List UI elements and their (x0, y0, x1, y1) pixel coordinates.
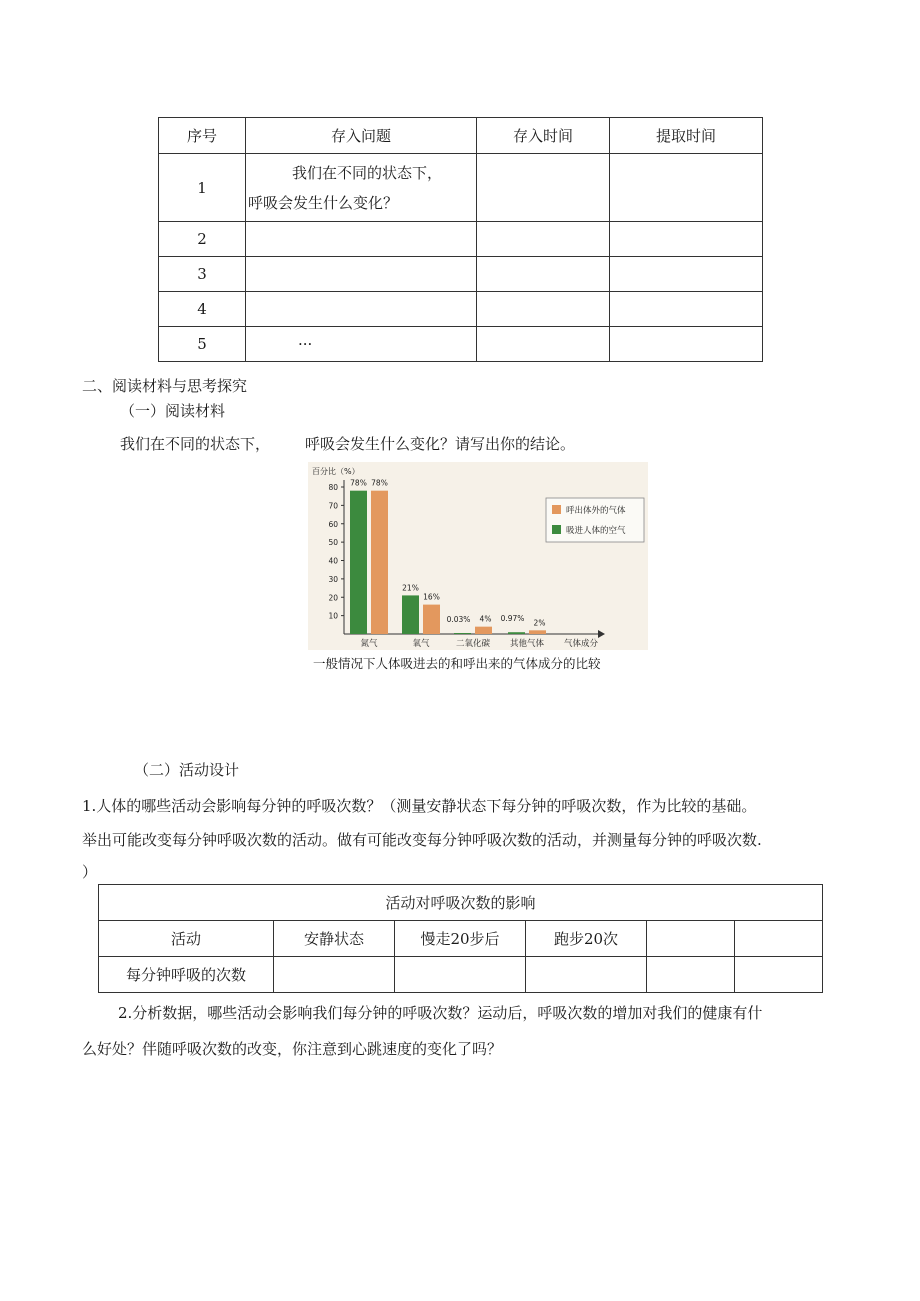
row-number: 3 (159, 257, 246, 292)
data-label: 2% (533, 618, 546, 628)
table-row (99, 957, 823, 993)
row-number: 2 (159, 222, 246, 257)
table-header-row (159, 118, 763, 154)
y-tick-label: 60 (328, 519, 338, 529)
category-label: 氧气 (412, 639, 430, 649)
subsection-heading: （二）活动设计 (134, 761, 240, 779)
row-number: 4 (159, 292, 246, 327)
row-number: 5 (159, 327, 246, 362)
x-axis-label: 气体成分 (564, 639, 599, 649)
question-2-line: 么好处？伴随呼吸次数的改变，你注意到心跳速度的变化了吗？ (82, 1040, 503, 1058)
legend-label-inhaled: 吸进人体的空气 (566, 526, 626, 536)
question-1-line: 举出可能改变每分钟呼吸次数的活动。做有可能改变每分钟呼吸次数的活动，并测量每分钟的呼吸次数. (82, 831, 762, 849)
header-question: 存入问题 (246, 118, 477, 154)
chart-caption: 一般情况下人体吸进去的和呼出来的气体成分的比较 (313, 656, 601, 671)
data-label: 78% (371, 478, 388, 488)
y-tick-label: 20 (328, 593, 338, 603)
table-row (159, 257, 763, 292)
y-tick-label: 40 (328, 556, 338, 566)
question-cell[interactable] (246, 257, 477, 292)
question-table (158, 117, 763, 362)
value-cell[interactable] (274, 957, 395, 993)
bar (529, 630, 546, 634)
question-cell[interactable]: ··· (246, 327, 477, 362)
value-cell[interactable] (735, 957, 823, 993)
bar (402, 595, 419, 634)
category-label: 二氧化碳 (455, 639, 491, 649)
value-cell[interactable] (647, 957, 735, 993)
table-row (159, 154, 763, 222)
data-label: 4% (479, 614, 492, 624)
data-label: 0.97% (500, 614, 525, 624)
data-label: 21% (402, 583, 419, 593)
header-retrieve-time: 提取时间 (610, 118, 763, 154)
legend-label-exhaled: 呼出体外的气体 (566, 506, 626, 516)
question-1-line: 1.人体的哪些活动会影响每分钟的呼吸次数？（测量安静状态下每分钟的呼吸次数，作为比较的基础。 (82, 797, 757, 815)
category-label: 氮气 (360, 639, 378, 649)
chart-svg (308, 462, 648, 650)
table-header-row (99, 921, 823, 957)
header-store-time: 存入时间 (477, 118, 610, 154)
row-number: 1 (159, 154, 246, 222)
y-axis-label: 百分比（%） (312, 467, 360, 476)
header-number: 序号 (159, 118, 246, 154)
category-label: 其他气体 (509, 639, 545, 649)
value-cell[interactable] (526, 957, 647, 993)
data-label: 16% (423, 592, 440, 602)
table-row (159, 327, 763, 362)
intro-text-a: 我们在不同的状态下， (120, 435, 271, 453)
header-run: 跑步20次 (526, 921, 647, 957)
header-blank[interactable] (647, 921, 735, 957)
store-time-cell[interactable] (477, 154, 610, 222)
y-tick-label: 50 (328, 538, 338, 548)
retrieve-time-cell[interactable] (610, 222, 763, 257)
question-cell (246, 154, 477, 222)
retrieve-time-cell[interactable] (610, 327, 763, 362)
bar (371, 491, 388, 634)
retrieve-time-cell[interactable] (610, 154, 763, 222)
retrieve-time-cell[interactable] (610, 292, 763, 327)
bar (423, 605, 440, 634)
legend-swatch-exhaled (552, 505, 561, 514)
value-cell[interactable] (395, 957, 526, 993)
table-row (159, 222, 763, 257)
table-title-row (99, 885, 823, 921)
question-line: 呼吸会发生什么变化？ (248, 193, 399, 212)
data-label: 78% (350, 478, 367, 488)
table-row (159, 292, 763, 327)
store-time-cell[interactable] (477, 257, 610, 292)
header-walk: 慢走20步后 (395, 921, 526, 957)
store-time-cell[interactable] (477, 327, 610, 362)
bar (508, 632, 525, 634)
retrieve-time-cell[interactable] (610, 257, 763, 292)
subsection-heading: （一）阅读材料 (120, 402, 226, 420)
bar (475, 627, 492, 634)
y-tick-label: 10 (328, 611, 338, 621)
data-label: 0.03% (446, 615, 471, 624)
question-line: 我们在不同的状态下， (292, 163, 443, 182)
question-cell[interactable] (246, 222, 477, 257)
x-axis-arrow (598, 630, 605, 638)
y-tick-label: 30 (328, 574, 338, 584)
activity-table (98, 884, 823, 993)
header-blank[interactable] (735, 921, 823, 957)
intro-text-b: 呼吸会发生什么变化？请写出你的结论。 (305, 435, 576, 453)
section-heading: 二、阅读材料与思考探究 (82, 377, 248, 395)
bar (350, 491, 367, 634)
y-tick-label: 70 (328, 501, 338, 511)
question-2-line: 2.分析数据，哪些活动会影响我们每分钟的呼吸次数？运动后，呼吸次数的增加对我们的健康有什 (118, 1004, 763, 1022)
table-title: 活动对呼吸次数的影响 (99, 885, 823, 921)
y-tick-label: 80 (328, 483, 338, 492)
gas-composition-chart (308, 462, 648, 650)
question-cell[interactable] (246, 292, 477, 327)
row-label: 每分钟呼吸的次数 (99, 957, 274, 993)
bar (454, 633, 471, 634)
store-time-cell[interactable] (477, 292, 610, 327)
header-resting: 安静状态 (274, 921, 395, 957)
store-time-cell[interactable] (477, 222, 610, 257)
question-1-line: ） (82, 863, 98, 881)
header-activity: 活动 (99, 921, 274, 957)
legend-swatch-inhaled (552, 525, 561, 534)
